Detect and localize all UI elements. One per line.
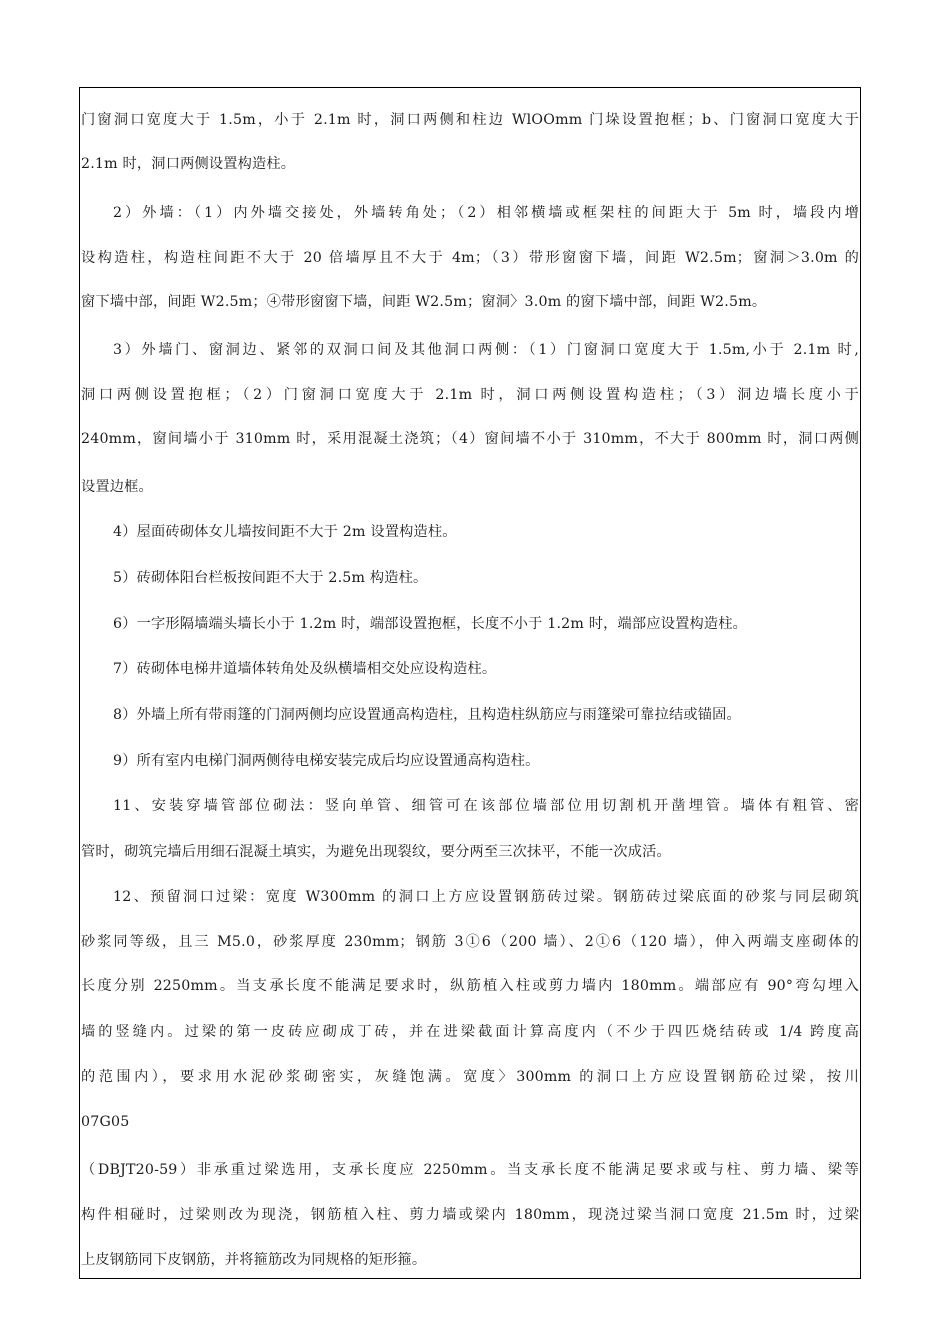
text-line: 240mm，窗间墙小于 310mm 时，采用混凝土浇筑；（4）窗间墙不小于 310mm，不大于 800mm 时，洞口两侧 xyxy=(81,431,859,447)
text-line: 7）砖砌体电梯井道墙体转角处及纵横墙相交处应设构造柱。 xyxy=(113,661,497,677)
text-line: 上皮钢筋同下皮钢筋，并将箍筋改为同规格的矩形箍。 xyxy=(81,1252,427,1268)
text-line: 墙的竖缝内。过梁的第一皮砖应砌成丁砖，并在进梁截面计算高度内（不少于四匹烧结砖或 1/4 跨度高 xyxy=(81,1024,859,1040)
text-line: 管时，砌筑完墙后用细石混凝土填实，为避免出现裂纹，要分两至三次抹平，不能一次成活。 xyxy=(81,844,671,860)
text-line: 12、预留洞口过梁：宽度 W300mm 的洞口上方应设置钢筋砖过梁。钢筋砖过梁底面的砂浆与同层砌筑 xyxy=(113,889,859,905)
text-line: 构件相碰时，过梁则改为现浇，钢筋植入柱、剪力墙或梁内 180mm，现浇过梁当洞口宽度 21.5m 时，过梁 xyxy=(81,1207,859,1223)
text-line: 11、安装穿墙管部位砌法：竖向单管、细管可在该部位墙部位用切割机开凿埋管。墙体有粗管、密 xyxy=(113,798,859,814)
text-line: 9）所有室内电梯门洞两侧待电梯安装完成后均应设置通高构造柱。 xyxy=(113,753,540,769)
text-line: 6）一字形隔墙端头墙长小于 1.2m 时，端部设置抱框，长度不小于 1.2m 时，端部应设置构造柱。 xyxy=(113,616,748,632)
text-line: 的范围内），要求用水泥砂浆砌密实，灰缝饱满。宽度〉300mm 的洞口上方应设置钢筋砼过梁，按川 xyxy=(81,1069,859,1085)
text-line: 2.1m 时，洞口两侧设置构造柱。 xyxy=(81,156,296,172)
text-line: 3）外墙门、窗洞边、紧邻的双洞口间及其他洞口两侧：（1）门窗洞口宽度大于 1.5m,小于 2.1m 时, xyxy=(113,342,859,358)
text-line: 07G05 xyxy=(81,1114,130,1130)
text-line: （DBJT20-59）非承重过梁选用，支承长度应 2250mm。当支承长度不能满足要求或与柱、剪力墙、梁等 xyxy=(81,1162,859,1178)
text-line: 门窗洞口宽度大于 1.5m，小于 2.1m 时，洞口两侧和柱边 WlOOmm 门垛设置抱框；b、门窗洞口宽度大于 xyxy=(81,112,859,128)
text-line: 8）外墙上所有带雨篷的门洞两侧均应设置通高构造柱，且构造柱纵筋应与雨篷梁可靠拉结或锚固。 xyxy=(113,707,741,723)
text-line: 砂浆同等级，且三 M5.0，砂浆厚度 230mm；钢筋 3①6（200 墙）、2①6（120 墙），伸入两端支座砌体的 xyxy=(81,934,859,950)
text-line: 设构造柱，构造柱间距不大于 20 倍墙厚且不大于 4m；（3）带形窗窗下墙，间距 W2.5m；窗洞＞3.0m 的 xyxy=(81,250,859,266)
text-line: 窗下墙中部，间距 W2.5m；④带形窗窗下墙，间距 W2.5m；窗洞〉3.0m 的窗下墙中部，间距 W2.5m。 xyxy=(81,294,767,310)
text-line: 5）砖砌体阳台栏板按间距不大于 2.5m 构造柱。 xyxy=(113,570,428,586)
text-line: 2）外墙：（1）内外墙交接处，外墙转角处；（2）相邻横墙或框架柱的间距大于 5m 时，墙段内增 xyxy=(113,205,859,221)
text-line: 4）屋面砖砌体女儿墙按间距不大于 2m 设置构造柱。 xyxy=(113,524,457,540)
text-line: 设置边框。 xyxy=(81,479,153,495)
text-line: 长度分别 2250mm。当支承长度不能满足要求时，纵筋植入柱或剪力墙内 180mm。端部应有 90°弯勾埋入 xyxy=(81,978,859,994)
text-line: 洞口两侧设置抱框；（2）门窗洞口宽度大于 2.1m 时，洞口两侧设置构造柱；（3）洞边墙长度小于 xyxy=(81,387,859,403)
